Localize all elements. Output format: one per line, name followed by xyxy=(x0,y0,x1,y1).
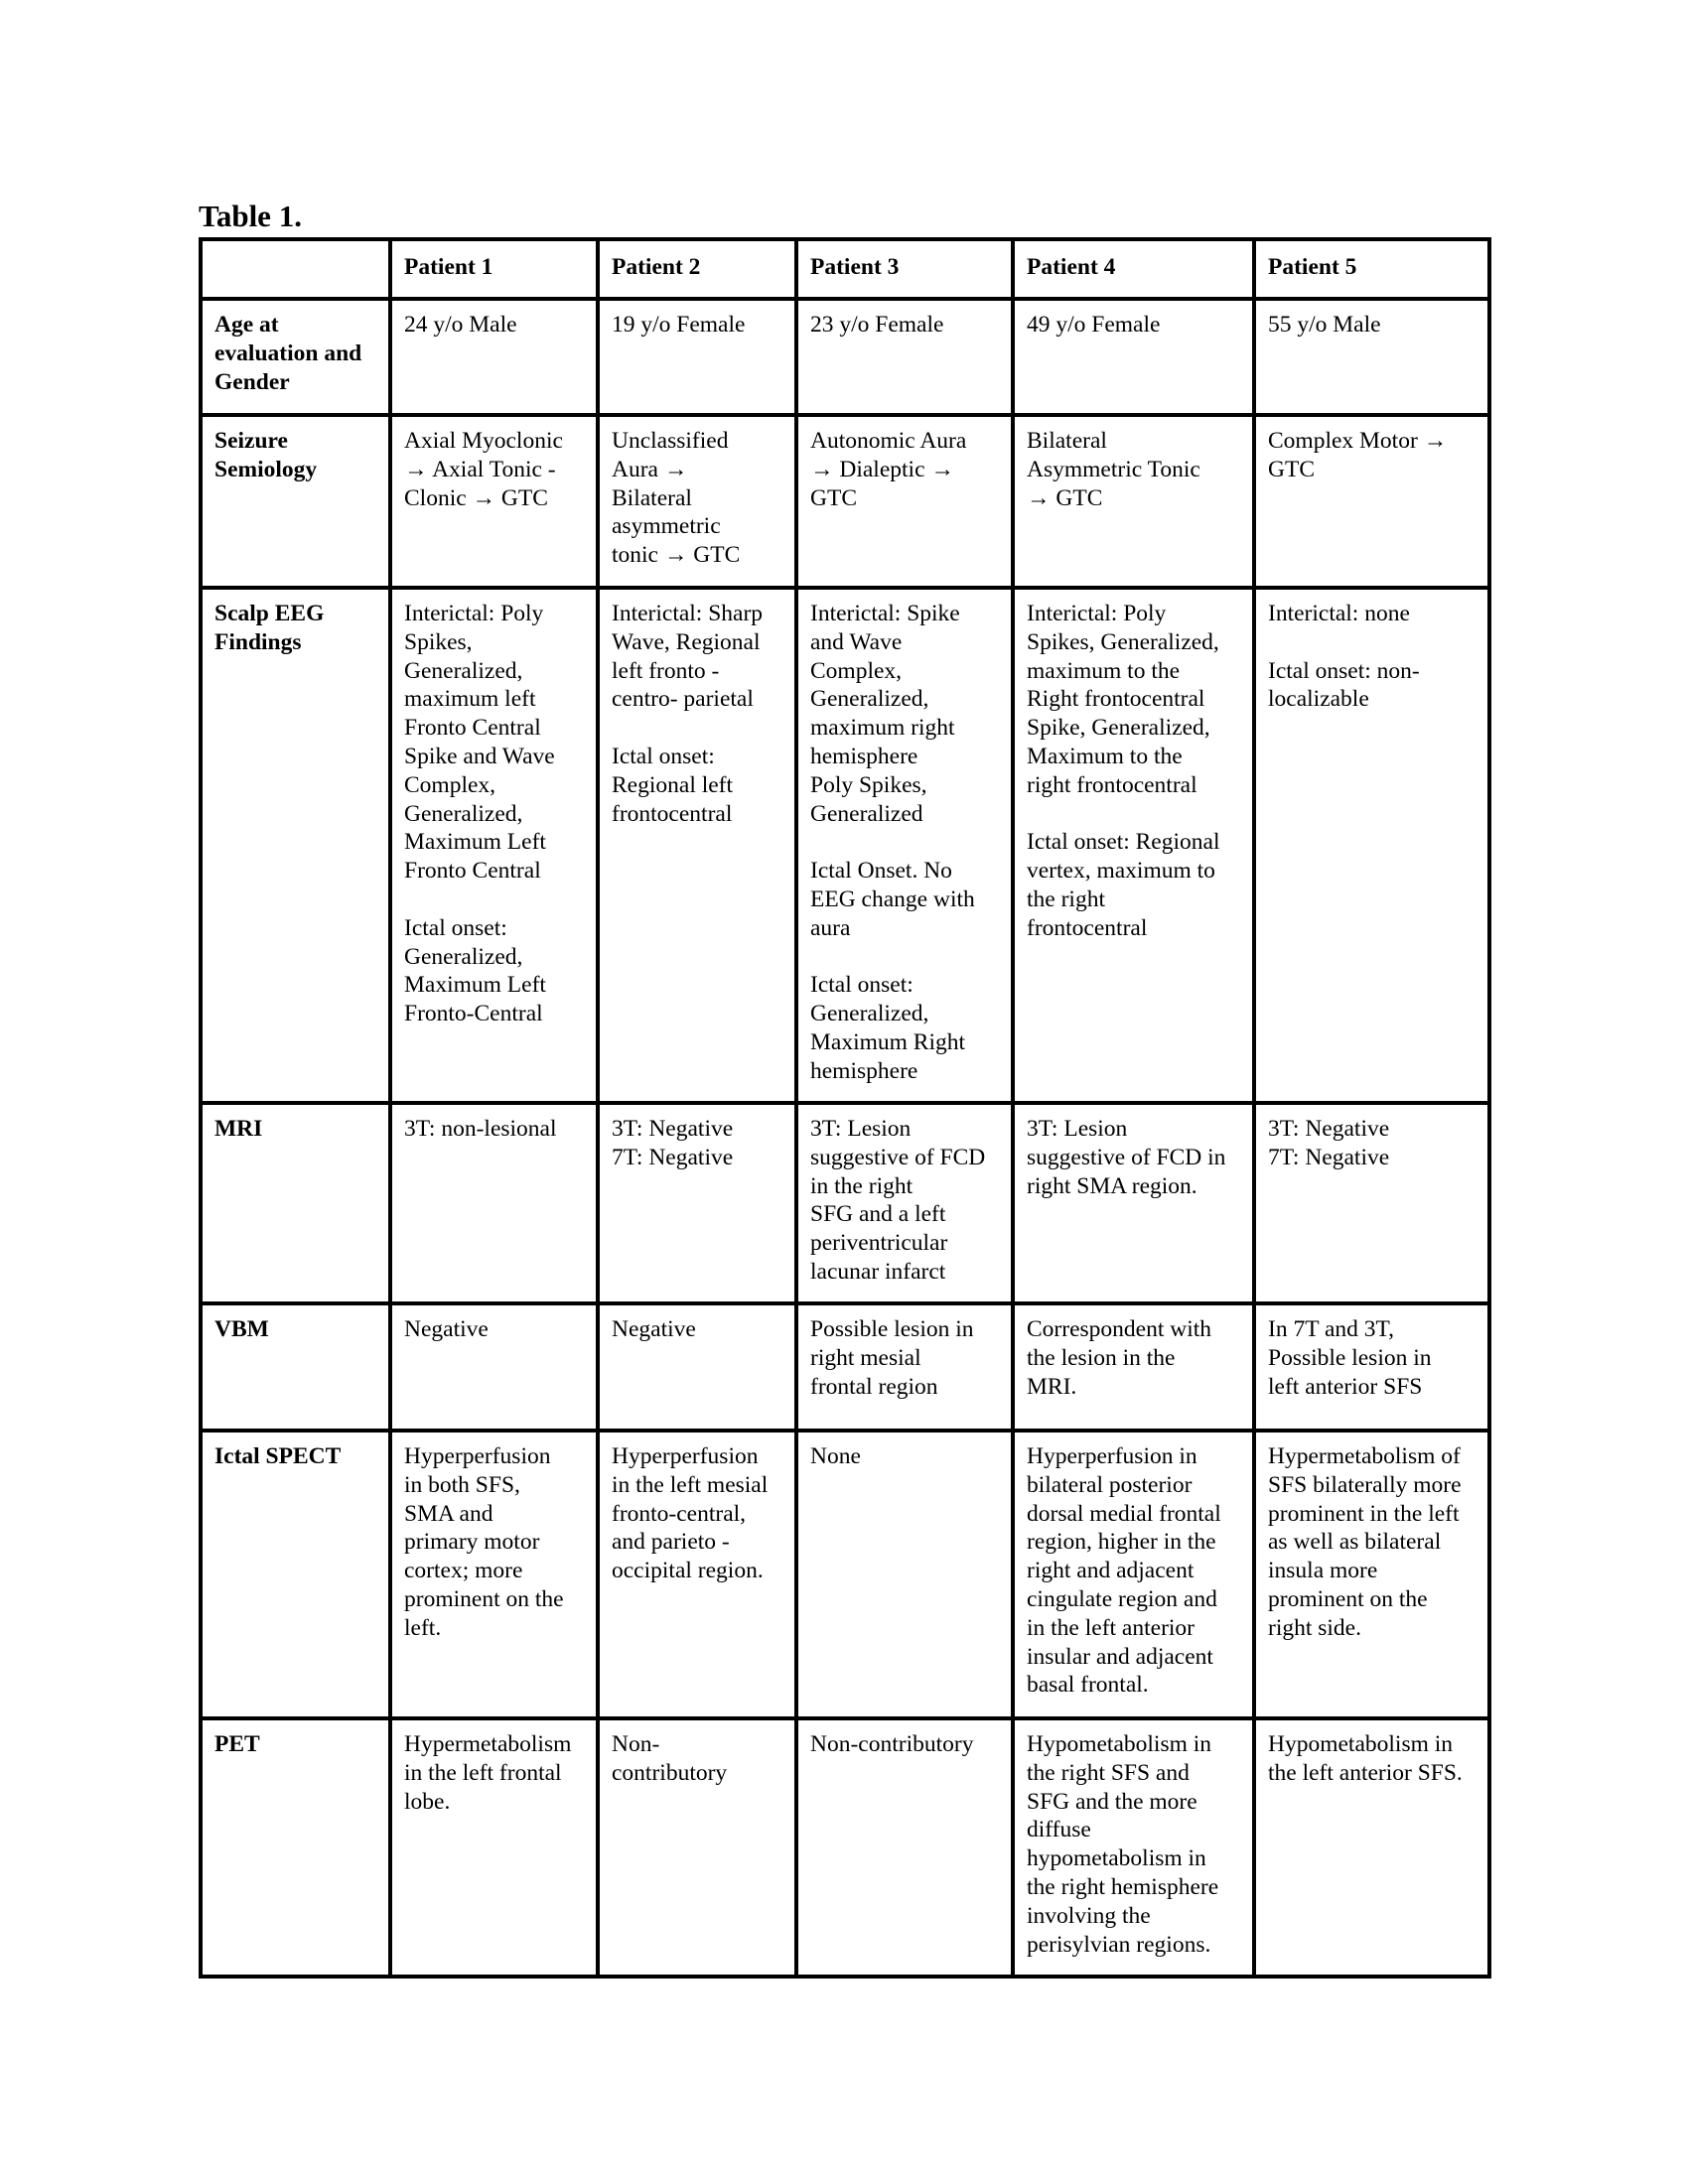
table-cell: Hypermetabolism in the left frontal lobe. xyxy=(390,1718,598,1977)
table-cell: 55 y/o Male xyxy=(1254,299,1489,415)
table-row-pet xyxy=(201,1718,1489,1977)
row-label: VBM xyxy=(201,1303,390,1431)
row-label: Age at evaluation and Gender xyxy=(201,299,390,415)
table-row-ictal-spect xyxy=(201,1431,1489,1718)
table-row-seizure-semiology xyxy=(201,415,1489,588)
table-cell: Axial Myoclonic → Axial Tonic - Clonic → GTC xyxy=(390,415,598,588)
row-label: Scalp EEG Findings xyxy=(201,588,390,1103)
table-cell: 49 y/o Female xyxy=(1013,299,1254,415)
column-header-patient-2: Patient 2 xyxy=(598,239,796,299)
table-cell: Interictal: Poly Spikes, Generalized, maximum to the Right frontocentral Spike, Generalized, Maximum to the right frontocentral Ictal onset: Regional vertex, maximum to the right frontocentral xyxy=(1013,588,1254,1103)
table-cell: Hypometabolism in the left anterior SFS. xyxy=(1254,1718,1489,1977)
table-cell: None xyxy=(796,1431,1013,1718)
table-cell: Non- contributory xyxy=(598,1718,796,1977)
table-cell: Negative xyxy=(390,1303,598,1431)
table-cell: Unclassified Aura → Bilateral asymmetric tonic → GTC xyxy=(598,415,796,588)
column-header-patient-3: Patient 3 xyxy=(796,239,1013,299)
row-label: MRI xyxy=(201,1103,390,1303)
table-cell: 3T: non-lesional xyxy=(390,1103,598,1303)
table-cell: Interictal: none Ictal onset: non- localizable xyxy=(1254,588,1489,1103)
table-cell: Negative xyxy=(598,1303,796,1431)
table-header-row xyxy=(201,239,1489,299)
table-cell: Hyperperfusion in bilateral posterior dorsal medial frontal region, higher in the right and adjacent cingulate region and in the left anterior insular and adjacent basal frontal. xyxy=(1013,1431,1254,1718)
table-cell: Correspondent with the lesion in the MRI. xyxy=(1013,1303,1254,1431)
table-cell: 3T: Lesion suggestive of FCD in right SMA region. xyxy=(1013,1103,1254,1303)
table-caption: Table 1. xyxy=(199,199,302,233)
table-cell: Complex Motor → GTC xyxy=(1254,415,1489,588)
patient-comparison-table xyxy=(199,237,1491,1979)
table-cell: 3T: Negative 7T: Negative xyxy=(598,1103,796,1303)
table-row-scalp-eeg xyxy=(201,588,1489,1103)
table-cell: In 7T and 3T, Possible lesion in left anterior SFS xyxy=(1254,1303,1489,1431)
table-cell: Possible lesion in right mesial frontal region xyxy=(796,1303,1013,1431)
table-cell: 3T: Negative 7T: Negative xyxy=(1254,1103,1489,1303)
table-cell: Interictal: Spike and Wave Complex, Generalized, maximum right hemisphere Poly Spikes, Generalized Ictal Onset. No EEG change with aura Ictal onset: Generalized, Maximum Right hemisphere xyxy=(796,588,1013,1103)
table-cell: Hyperperfusion in the left mesial fronto-central, and parieto - occipital region. xyxy=(598,1431,796,1718)
table-cell: 24 y/o Male xyxy=(390,299,598,415)
row-label: Seizure Semiology xyxy=(201,415,390,588)
corner-cell xyxy=(201,239,390,299)
table-row-age-gender xyxy=(201,299,1489,415)
table-cell: Hypermetabolism of SFS bilaterally more prominent in the left as well as bilateral insula more prominent on the right side. xyxy=(1254,1431,1489,1718)
row-label: PET xyxy=(201,1718,390,1977)
row-label: Ictal SPECT xyxy=(201,1431,390,1718)
table-row-mri xyxy=(201,1103,1489,1303)
table-cell: Hyperperfusion in both SFS, SMA and primary motor cortex; more prominent on the left. xyxy=(390,1431,598,1718)
table-cell: 23 y/o Female xyxy=(796,299,1013,415)
column-header-patient-1: Patient 1 xyxy=(390,239,598,299)
column-header-patient-4: Patient 4 xyxy=(1013,239,1254,299)
table-cell: Hypometabolism in the right SFS and SFG and the more diffuse hypometabolism in the right hemisphere involving the perisylvian regions. xyxy=(1013,1718,1254,1977)
table-cell: Non-contributory xyxy=(796,1718,1013,1977)
table-cell: Bilateral Asymmetric Tonic → GTC xyxy=(1013,415,1254,588)
column-header-patient-5: Patient 5 xyxy=(1254,239,1489,299)
table-row-vbm xyxy=(201,1303,1489,1431)
table-cell: 3T: Lesion suggestive of FCD in the right SFG and a left periventricular lacunar infarct xyxy=(796,1103,1013,1303)
table-cell: 19 y/o Female xyxy=(598,299,796,415)
table-cell: Interictal: Poly Spikes, Generalized, maximum left Fronto Central Spike and Wave Complex, Generalized, Maximum Left Fronto Central Ictal onset: Generalized, Maximum Left Fronto-Central xyxy=(390,588,598,1103)
table-cell: Interictal: Sharp Wave, Regional left fronto - centro- parietal Ictal onset: Regional left frontocentral xyxy=(598,588,796,1103)
table-cell: Autonomic Aura → Dialeptic → GTC xyxy=(796,415,1013,588)
